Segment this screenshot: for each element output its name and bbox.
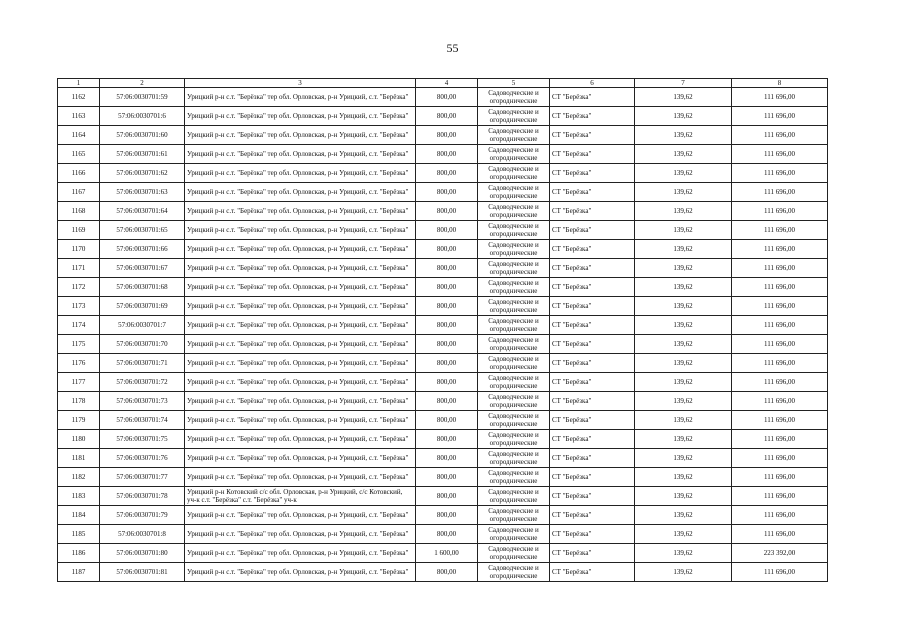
area-cell: 800,00 — [416, 335, 478, 354]
owner-cell: СТ "Берёзка" — [550, 354, 635, 373]
address-cell: Урицкий р-н с.т. "Берёзка" тер обл. Орловская, р-н Урицкий, с.т. "Берёзка" — [185, 164, 416, 183]
specific-value-cell: 139,62 — [635, 335, 732, 354]
permitted-use-cell: Садоводческие и огороднические — [478, 259, 550, 278]
permitted-use-cell: Садоводческие и огороднические — [478, 563, 550, 582]
specific-value-cell: 139,62 — [635, 183, 732, 202]
owner-cell: СТ "Берёзка" — [550, 259, 635, 278]
owner-cell: СТ "Берёзка" — [550, 544, 635, 563]
column-number: 7 — [635, 79, 732, 88]
owner-cell: СТ "Берёзка" — [550, 221, 635, 240]
area-cell: 800,00 — [416, 297, 478, 316]
cadastral-value-cell: 111 696,00 — [732, 145, 828, 164]
row-number-cell: 1183 — [58, 487, 100, 506]
address-cell: Урицкий р-н с.т. "Берёзка" тер обл. Орловская, р-н Урицкий, с.т. "Берёзка" — [185, 88, 416, 107]
owner-cell: СТ "Берёзка" — [550, 468, 635, 487]
area-cell: 1 600,00 — [416, 544, 478, 563]
row-number-cell: 1170 — [58, 240, 100, 259]
specific-value-cell: 139,62 — [635, 107, 732, 126]
permitted-use-cell: Садоводческие и огороднические — [478, 506, 550, 525]
column-number: 1 — [58, 79, 100, 88]
cadastral-value-cell: 111 696,00 — [732, 449, 828, 468]
area-cell: 800,00 — [416, 259, 478, 278]
cadastral-number-cell: 57:06:0030701:65 — [100, 221, 185, 240]
cadastral-value-cell: 111 696,00 — [732, 411, 828, 430]
specific-value-cell: 139,62 — [635, 278, 732, 297]
table-row — [58, 221, 828, 240]
cadastral-number-cell: 57:06:0030701:68 — [100, 278, 185, 297]
table-row — [58, 240, 828, 259]
cadastral-number-cell: 57:06:0030701:76 — [100, 449, 185, 468]
column-number: 2 — [100, 79, 185, 88]
address-cell: Урицкий р-н с.т. "Берёзка" тер обл. Орловская, р-н Урицкий, с.т. "Берёзка" — [185, 544, 416, 563]
cadastral-number-cell: 57:06:0030701:6 — [100, 107, 185, 126]
table-row — [58, 430, 828, 449]
row-number-cell: 1174 — [58, 316, 100, 335]
address-cell: Урицкий р-н с.т. "Берёзка" тер обл. Орловская, р-н Урицкий, с.т. "Берёзка" — [185, 335, 416, 354]
row-number-cell: 1176 — [58, 354, 100, 373]
cadastral-number-cell: 57:06:0030701:8 — [100, 525, 185, 544]
column-number: 5 — [478, 79, 550, 88]
owner-cell: СТ "Берёзка" — [550, 183, 635, 202]
area-cell: 800,00 — [416, 449, 478, 468]
table-row — [58, 506, 828, 525]
specific-value-cell: 139,62 — [635, 88, 732, 107]
address-cell: Урицкий р-н Котовский с/с обл. Орловская, р-н Урицкий, с/с Котовский, уч-к с.т. "Берёзка" с.т. "Берёзка" уч-к — [185, 487, 416, 506]
specific-value-cell: 139,62 — [635, 297, 732, 316]
area-cell: 800,00 — [416, 411, 478, 430]
column-number-row — [58, 79, 828, 88]
table-row — [58, 335, 828, 354]
row-number-cell: 1177 — [58, 373, 100, 392]
cadastral-number-cell: 57:06:0030701:72 — [100, 373, 185, 392]
address-cell: Урицкий р-н с.т. "Берёзка" тер обл. Орловская, р-н Урицкий, с.т. "Берёзка" — [185, 354, 416, 373]
table-row — [58, 525, 828, 544]
row-number-cell: 1184 — [58, 506, 100, 525]
land-register-table — [57, 78, 828, 582]
row-number-cell: 1171 — [58, 259, 100, 278]
permitted-use-cell: Садоводческие и огороднические — [478, 88, 550, 107]
specific-value-cell: 139,62 — [635, 430, 732, 449]
owner-cell: СТ "Берёзка" — [550, 240, 635, 259]
table-row — [58, 316, 828, 335]
cadastral-value-cell: 111 696,00 — [732, 259, 828, 278]
owner-cell: СТ "Берёзка" — [550, 145, 635, 164]
table-row — [58, 145, 828, 164]
area-cell: 800,00 — [416, 525, 478, 544]
owner-cell: СТ "Берёзка" — [550, 430, 635, 449]
permitted-use-cell: Садоводческие и огороднические — [478, 354, 550, 373]
permitted-use-cell: Садоводческие и огороднические — [478, 297, 550, 316]
address-cell: Урицкий р-н с.т. "Берёзка" тер обл. Орловская, р-н Урицкий, с.т. "Берёзка" — [185, 126, 416, 145]
address-cell: Урицкий р-н с.т. "Берёзка" тер обл. Орловская, р-н Урицкий, с.т. "Берёзка" — [185, 221, 416, 240]
cadastral-number-cell: 57:06:0030701:63 — [100, 183, 185, 202]
cadastral-number-cell: 57:06:0030701:66 — [100, 240, 185, 259]
address-cell: Урицкий р-н с.т. "Берёзка" тер обл. Орловская, р-н Урицкий, с.т. "Берёзка" — [185, 563, 416, 582]
address-cell: Урицкий р-н с.т. "Берёзка" тер обл. Орловская, р-н Урицкий, с.т. "Берёзка" — [185, 392, 416, 411]
area-cell: 800,00 — [416, 107, 478, 126]
area-cell: 800,00 — [416, 202, 478, 221]
address-cell: Урицкий р-н с.т. "Берёзка" тер обл. Орловская, р-н Урицкий, с.т. "Берёзка" — [185, 373, 416, 392]
area-cell: 800,00 — [416, 506, 478, 525]
row-number-cell: 1178 — [58, 392, 100, 411]
row-number-cell: 1166 — [58, 164, 100, 183]
cadastral-number-cell: 57:06:0030701:60 — [100, 126, 185, 145]
row-number-cell: 1179 — [58, 411, 100, 430]
owner-cell: СТ "Берёзка" — [550, 563, 635, 582]
table-row — [58, 297, 828, 316]
address-cell: Урицкий р-н с.т. "Берёзка" тер обл. Орловская, р-н Урицкий, с.т. "Берёзка" — [185, 259, 416, 278]
area-cell: 800,00 — [416, 145, 478, 164]
area-cell: 800,00 — [416, 430, 478, 449]
address-cell: Урицкий р-н с.т. "Берёзка" тер обл. Орловская, р-н Урицкий, с.т. "Берёзка" — [185, 107, 416, 126]
specific-value-cell: 139,62 — [635, 145, 732, 164]
permitted-use-cell: Садоводческие и огороднические — [478, 316, 550, 335]
specific-value-cell: 139,62 — [635, 392, 732, 411]
permitted-use-cell: Садоводческие и огороднические — [478, 430, 550, 449]
row-number-cell: 1182 — [58, 468, 100, 487]
owner-cell: СТ "Берёзка" — [550, 525, 635, 544]
permitted-use-cell: Садоводческие и огороднические — [478, 392, 550, 411]
permitted-use-cell: Садоводческие и огороднические — [478, 468, 550, 487]
cadastral-number-cell: 57:06:0030701:7 — [100, 316, 185, 335]
row-number-cell: 1173 — [58, 297, 100, 316]
owner-cell: СТ "Берёзка" — [550, 487, 635, 506]
specific-value-cell: 139,62 — [635, 202, 732, 221]
permitted-use-cell: Садоводческие и огороднические — [478, 183, 550, 202]
row-number-cell: 1181 — [58, 449, 100, 468]
permitted-use-cell: Садоводческие и огороднические — [478, 145, 550, 164]
cadastral-value-cell: 111 696,00 — [732, 221, 828, 240]
cadastral-value-cell: 111 696,00 — [732, 240, 828, 259]
cadastral-value-cell: 111 696,00 — [732, 126, 828, 145]
area-cell: 800,00 — [416, 487, 478, 506]
cadastral-value-cell: 111 696,00 — [732, 430, 828, 449]
specific-value-cell: 139,62 — [635, 316, 732, 335]
cadastral-value-cell: 111 696,00 — [732, 202, 828, 221]
permitted-use-cell: Садоводческие и огороднические — [478, 335, 550, 354]
address-cell: Урицкий р-н с.т. "Берёзка" тер обл. Орловская, р-н Урицкий, с.т. "Берёзка" — [185, 278, 416, 297]
cadastral-number-cell: 57:06:0030701:69 — [100, 297, 185, 316]
row-number-cell: 1162 — [58, 88, 100, 107]
permitted-use-cell: Садоводческие и огороднические — [478, 373, 550, 392]
cadastral-value-cell: 111 696,00 — [732, 164, 828, 183]
row-number-cell: 1164 — [58, 126, 100, 145]
address-cell: Урицкий р-н с.т. "Берёзка" тер обл. Орловская, р-н Урицкий, с.т. "Берёзка" — [185, 525, 416, 544]
cadastral-number-cell: 57:06:0030701:78 — [100, 487, 185, 506]
area-cell: 800,00 — [416, 183, 478, 202]
table-row — [58, 373, 828, 392]
column-number: 4 — [416, 79, 478, 88]
area-cell: 800,00 — [416, 240, 478, 259]
owner-cell: СТ "Берёзка" — [550, 297, 635, 316]
permitted-use-cell: Садоводческие и огороднические — [478, 487, 550, 506]
area-cell: 800,00 — [416, 278, 478, 297]
specific-value-cell: 139,62 — [635, 563, 732, 582]
cadastral-number-cell: 57:06:0030701:73 — [100, 392, 185, 411]
row-number-cell: 1167 — [58, 183, 100, 202]
cadastral-number-cell: 57:06:0030701:67 — [100, 259, 185, 278]
table-row — [58, 411, 828, 430]
owner-cell: СТ "Берёзка" — [550, 278, 635, 297]
owner-cell: СТ "Берёзка" — [550, 126, 635, 145]
area-cell: 800,00 — [416, 468, 478, 487]
cadastral-value-cell: 111 696,00 — [732, 316, 828, 335]
owner-cell: СТ "Берёзка" — [550, 373, 635, 392]
address-cell: Урицкий р-н с.т. "Берёзка" тер обл. Орловская, р-н Урицкий, с.т. "Берёзка" — [185, 449, 416, 468]
address-cell: Урицкий р-н с.т. "Берёзка" тер обл. Орловская, р-н Урицкий, с.т. "Берёзка" — [185, 240, 416, 259]
owner-cell: СТ "Берёзка" — [550, 411, 635, 430]
area-cell: 800,00 — [416, 563, 478, 582]
specific-value-cell: 139,62 — [635, 525, 732, 544]
permitted-use-cell: Садоводческие и огороднические — [478, 164, 550, 183]
table-row — [58, 544, 828, 563]
column-number: 3 — [185, 79, 416, 88]
specific-value-cell: 139,62 — [635, 240, 732, 259]
table-row — [58, 449, 828, 468]
area-cell: 800,00 — [416, 164, 478, 183]
cadastral-value-cell: 111 696,00 — [732, 373, 828, 392]
address-cell: Урицкий р-н с.т. "Берёзка" тер обл. Орловская, р-н Урицкий, с.т. "Берёзка" — [185, 183, 416, 202]
register-body — [58, 88, 828, 582]
table-row — [58, 487, 828, 506]
row-number-cell: 1163 — [58, 107, 100, 126]
cadastral-value-cell: 111 696,00 — [732, 354, 828, 373]
row-number-cell: 1185 — [58, 525, 100, 544]
permitted-use-cell: Садоводческие и огороднические — [478, 411, 550, 430]
area-cell: 800,00 — [416, 392, 478, 411]
permitted-use-cell: Садоводческие и огороднические — [478, 449, 550, 468]
table-row — [58, 183, 828, 202]
cadastral-number-cell: 57:06:0030701:59 — [100, 88, 185, 107]
area-cell: 800,00 — [416, 373, 478, 392]
row-number-cell: 1187 — [58, 563, 100, 582]
cadastral-value-cell: 111 696,00 — [732, 278, 828, 297]
permitted-use-cell: Садоводческие и огороднические — [478, 221, 550, 240]
row-number-cell: 1180 — [58, 430, 100, 449]
specific-value-cell: 139,62 — [635, 373, 732, 392]
column-number: 6 — [550, 79, 635, 88]
cadastral-value-cell: 111 696,00 — [732, 525, 828, 544]
cadastral-value-cell: 111 696,00 — [732, 183, 828, 202]
table-row — [58, 278, 828, 297]
cadastral-number-cell: 57:06:0030701:61 — [100, 145, 185, 164]
table-row — [58, 468, 828, 487]
area-cell: 800,00 — [416, 316, 478, 335]
cadastral-number-cell: 57:06:0030701:79 — [100, 506, 185, 525]
owner-cell: СТ "Берёзка" — [550, 449, 635, 468]
specific-value-cell: 139,62 — [635, 487, 732, 506]
owner-cell: СТ "Берёзка" — [550, 202, 635, 221]
cadastral-number-cell: 57:06:0030701:71 — [100, 354, 185, 373]
address-cell: Урицкий р-н с.т. "Берёзка" тер обл. Орловская, р-н Урицкий, с.т. "Берёзка" — [185, 468, 416, 487]
table-row — [58, 164, 828, 183]
cadastral-value-cell: 111 696,00 — [732, 88, 828, 107]
specific-value-cell: 139,62 — [635, 544, 732, 563]
area-cell: 800,00 — [416, 221, 478, 240]
cadastral-number-cell: 57:06:0030701:74 — [100, 411, 185, 430]
row-number-cell: 1186 — [58, 544, 100, 563]
cadastral-value-cell: 111 696,00 — [732, 335, 828, 354]
cadastral-value-cell: 111 696,00 — [732, 506, 828, 525]
table-row — [58, 392, 828, 411]
specific-value-cell: 139,62 — [635, 468, 732, 487]
cadastral-value-cell: 223 392,00 — [732, 544, 828, 563]
cadastral-number-cell: 57:06:0030701:62 — [100, 164, 185, 183]
specific-value-cell: 139,62 — [635, 411, 732, 430]
cadastral-number-cell: 57:06:0030701:75 — [100, 430, 185, 449]
cadastral-value-cell: 111 696,00 — [732, 392, 828, 411]
area-cell: 800,00 — [416, 126, 478, 145]
owner-cell: СТ "Берёзка" — [550, 88, 635, 107]
table-row — [58, 126, 828, 145]
permitted-use-cell: Садоводческие и огороднические — [478, 202, 550, 221]
cadastral-value-cell: 111 696,00 — [732, 107, 828, 126]
specific-value-cell: 139,62 — [635, 126, 732, 145]
specific-value-cell: 139,62 — [635, 449, 732, 468]
cadastral-value-cell: 111 696,00 — [732, 468, 828, 487]
row-number-cell: 1172 — [58, 278, 100, 297]
permitted-use-cell: Садоводческие и огороднические — [478, 107, 550, 126]
row-number-cell: 1165 — [58, 145, 100, 164]
address-cell: Урицкий р-н с.т. "Берёзка" тер обл. Орловская, р-н Урицкий, с.т. "Берёзка" — [185, 411, 416, 430]
specific-value-cell: 139,62 — [635, 354, 732, 373]
row-number-cell: 1169 — [58, 221, 100, 240]
table-row — [58, 202, 828, 221]
owner-cell: СТ "Берёзка" — [550, 392, 635, 411]
page-number: 55 — [446, 41, 459, 55]
specific-value-cell: 139,62 — [635, 506, 732, 525]
address-cell: Урицкий р-н с.т. "Берёзка" тер обл. Орловская, р-н Урицкий, с.т. "Берёзка" — [185, 202, 416, 221]
permitted-use-cell: Садоводческие и огороднические — [478, 240, 550, 259]
specific-value-cell: 139,62 — [635, 164, 732, 183]
column-number: 8 — [732, 79, 828, 88]
specific-value-cell: 139,62 — [635, 259, 732, 278]
cadastral-number-cell: 57:06:0030701:77 — [100, 468, 185, 487]
cadastral-number-cell: 57:06:0030701:80 — [100, 544, 185, 563]
owner-cell: СТ "Берёзка" — [550, 316, 635, 335]
cadastral-value-cell: 111 696,00 — [732, 563, 828, 582]
address-cell: Урицкий р-н с.т. "Берёзка" тер обл. Орловская, р-н Урицкий, с.т. "Берёзка" — [185, 506, 416, 525]
cadastral-number-cell: 57:06:0030701:81 — [100, 563, 185, 582]
table-row — [58, 88, 828, 107]
row-number-cell: 1168 — [58, 202, 100, 221]
table-row — [58, 259, 828, 278]
table-row — [58, 107, 828, 126]
table-row — [58, 563, 828, 582]
address-cell: Урицкий р-н с.т. "Берёзка" тер обл. Орловская, р-н Урицкий, с.т. "Берёзка" — [185, 316, 416, 335]
owner-cell: СТ "Берёзка" — [550, 107, 635, 126]
owner-cell: СТ "Берёзка" — [550, 506, 635, 525]
area-cell: 800,00 — [416, 354, 478, 373]
owner-cell: СТ "Берёзка" — [550, 164, 635, 183]
address-cell: Урицкий р-н с.т. "Берёзка" тер обл. Орловская, р-н Урицкий, с.т. "Берёзка" — [185, 297, 416, 316]
owner-cell: СТ "Берёзка" — [550, 335, 635, 354]
cadastral-number-cell: 57:06:0030701:70 — [100, 335, 185, 354]
cadastral-number-cell: 57:06:0030701:64 — [100, 202, 185, 221]
permitted-use-cell: Садоводческие и огороднические — [478, 544, 550, 563]
specific-value-cell: 139,62 — [635, 221, 732, 240]
address-cell: Урицкий р-н с.т. "Берёзка" тер обл. Орловская, р-н Урицкий, с.т. "Берёзка" — [185, 145, 416, 164]
row-number-cell: 1175 — [58, 335, 100, 354]
address-cell: Урицкий р-н с.т. "Берёзка" тер обл. Орловская, р-н Урицкий, с.т. "Берёзка" — [185, 430, 416, 449]
permitted-use-cell: Садоводческие и огороднические — [478, 525, 550, 544]
permitted-use-cell: Садоводческие и огороднические — [478, 126, 550, 145]
cadastral-value-cell: 111 696,00 — [732, 297, 828, 316]
table-row — [58, 354, 828, 373]
permitted-use-cell: Садоводческие и огороднические — [478, 278, 550, 297]
area-cell: 800,00 — [416, 88, 478, 107]
cadastral-value-cell: 111 696,00 — [732, 487, 828, 506]
